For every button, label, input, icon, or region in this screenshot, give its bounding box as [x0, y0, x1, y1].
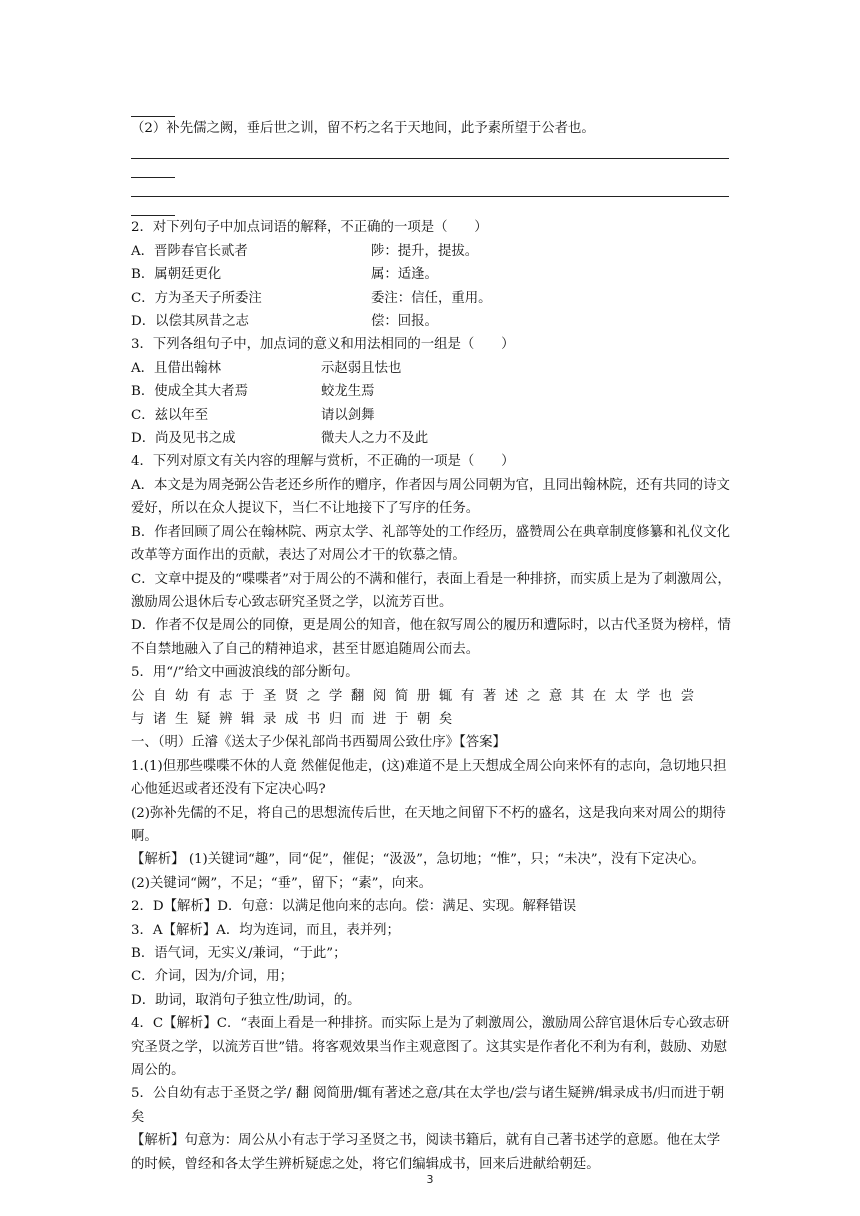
option-text: C．兹以年至: [131, 407, 209, 423]
question-2-stem: 2．对下列句子中加点词语的解释，不正确的一项是（ ）: [131, 220, 488, 236]
answer-3-d: D．助词，取消句子独立性/助词，的。: [131, 992, 361, 1008]
question-4-option-d: D．作者不仅是周公的同僚，更是周公的知音，他在叙写周公的履历和遭际时，以古代圣贤为榜样，情不自禁地融入了自己的精神追求，甚至甘愿追随周公而去。: [131, 618, 731, 657]
answer-heading: 一、（明）丘濬《送太子少保礼部尚书西蜀周公致仕序》【答案】: [131, 735, 506, 751]
option-compare: 蛟龙生焉: [321, 384, 375, 400]
option-gloss: 陟：提升，提拔。: [371, 243, 479, 259]
option-compare: 示赵弱且怯也: [321, 360, 402, 376]
option-text: C．方为圣天子所委注: [131, 290, 262, 306]
question-3-stem: 3．下列各组句子中，加点词的意义和用法相同的一组是（ ）: [131, 337, 515, 353]
answer-4: 4．C【解析】C．“表面上看是一种排挤。而实际上是为了刺激周公，激励周公辞官退休后专心致志研究圣贤之学，以流芳百世”错。将客观效果当作主观意图了。这其实是作者化不利为有利，鼓励、劝慰周公的。: [131, 1016, 730, 1079]
option-text: D．以偿其夙昔之志: [131, 314, 249, 330]
option-gloss: 委注：信任，重用。: [371, 290, 492, 306]
answer-3: 3．A【解析】A．均为连词，而且，表并列；: [131, 922, 400, 938]
option-text: B．使成全其大者焉: [131, 384, 248, 400]
answer-5-analysis: 【解析】句意为：周公从小有志于学习圣贤之书，阅读书籍后，就有自己著书述学的意愿。他在太学的时候，曾经和各太学生辨析疑虑之处，将它们编辑成书，回来后进献给朝廷。: [131, 1133, 721, 1172]
answer-line: [131, 196, 729, 197]
answer-1-2: (2)弥补先儒的不足，将自己的思想流传后世，在天地之间留下不朽的盛名，这是我向来对周公的期待啊。: [131, 805, 726, 844]
question-5-passage-line-1: 公自幼有志于圣贤之学翻阅简册辄有著述之意其在太学也尝: [131, 688, 703, 704]
question-5-passage-line-2: 与诸生疑辨辑录成书归而进于朝矣: [131, 711, 461, 727]
page-number: 3: [426, 1173, 434, 1186]
question-3-option-c: [131, 404, 731, 427]
answer-3-c: C．介词，因为/介词，用；: [131, 969, 294, 985]
question-5-stem: 5．用“/”给文中画波浪线的部分断句。: [131, 665, 359, 681]
question-4-stem: 4．下列对原文有关内容的理解与赏析，不正确的一项是（ ）: [131, 454, 515, 470]
answer-5: 5．公自幼有志于圣贤之学/ 翻 阅简册/辄有著述之意/其在太学也/尝与诸生疑辨/辑录成书/归而进于朝矣: [131, 1086, 725, 1125]
question-4-option-b: B．作者回顾了周公在翰林院、两京太学、礼部等处的工作经历，盛赞周公在典章制度修纂和礼仪文化改革等方面作出的贡献，表达了对周公才干的钦慕之情。: [131, 524, 731, 564]
question-2-option-a: [131, 240, 731, 263]
question-3-option-a: [131, 357, 731, 380]
answer-blank-rule: [131, 177, 175, 178]
option-text: B．属朝廷更化: [131, 267, 222, 283]
question-4-option-c: C．文章中提及的“喋喋者”对于周公的不满和催行，表面上看是一种排挤，而实质上是为了刺激周公，激励周公退休后专心致志研究圣贤之学，以流芳百世。: [131, 571, 731, 610]
option-text: A．且借出翰林: [131, 360, 222, 376]
option-text: A．晋陟春官长贰者: [131, 243, 248, 259]
question-2-option-c: [131, 287, 731, 310]
answer-1-analysis-2: (2)关键词“阙”，不足；“垂”，留下；“素”，向来。: [131, 875, 433, 891]
option-gloss: 偿：回报。: [371, 314, 438, 330]
option-gloss: 属：适逢。: [371, 267, 438, 283]
answer-3-b: B．语气词，无实义/兼词，“于此”；: [131, 946, 347, 961]
option-compare: 请以剑舞: [321, 407, 375, 423]
question-2-option-d: [131, 310, 731, 333]
option-compare: 微夫人之力不及此: [321, 431, 429, 447]
answer-line: [131, 158, 729, 159]
answer-1-analysis: 【解析】 (1)关键词“趣”，同“促”，催促；“汲汲”，急切地；“惟”，只；“未决”，没有下定决心。: [131, 852, 705, 868]
question-3-option-d: [131, 427, 731, 450]
document-body: [131, 112, 731, 1176]
option-text: D．尚及见书之成: [131, 431, 236, 447]
question-4-option-a: A．本文是为周尧弼公告老还乡所作的赠序，作者因与周公同朝为官，且同出翰林院，还有共同的诗文爱好，所以在众人提议下，当仁不让地接下了写序的任务。: [131, 477, 730, 517]
question-2-option-b: [131, 263, 731, 286]
question-3-option-b: [131, 380, 731, 403]
answer-2: 2．D【解析】D．句意：以满足他向来的志向。偿：满足、实现。解释错误: [131, 899, 577, 915]
question-1-2: （2）补先儒之阙，垂后世之训，留不朽之名于天地间，此予素所望于公者也。: [131, 121, 595, 136]
answer-1-1: 1.(1)但那些喋喋不休的人竟 然催促他走，(这)难道不是上天想成全周公向来怀有的志向，急切地只担心他延迟或者还没有下定决心吗?: [131, 758, 727, 798]
